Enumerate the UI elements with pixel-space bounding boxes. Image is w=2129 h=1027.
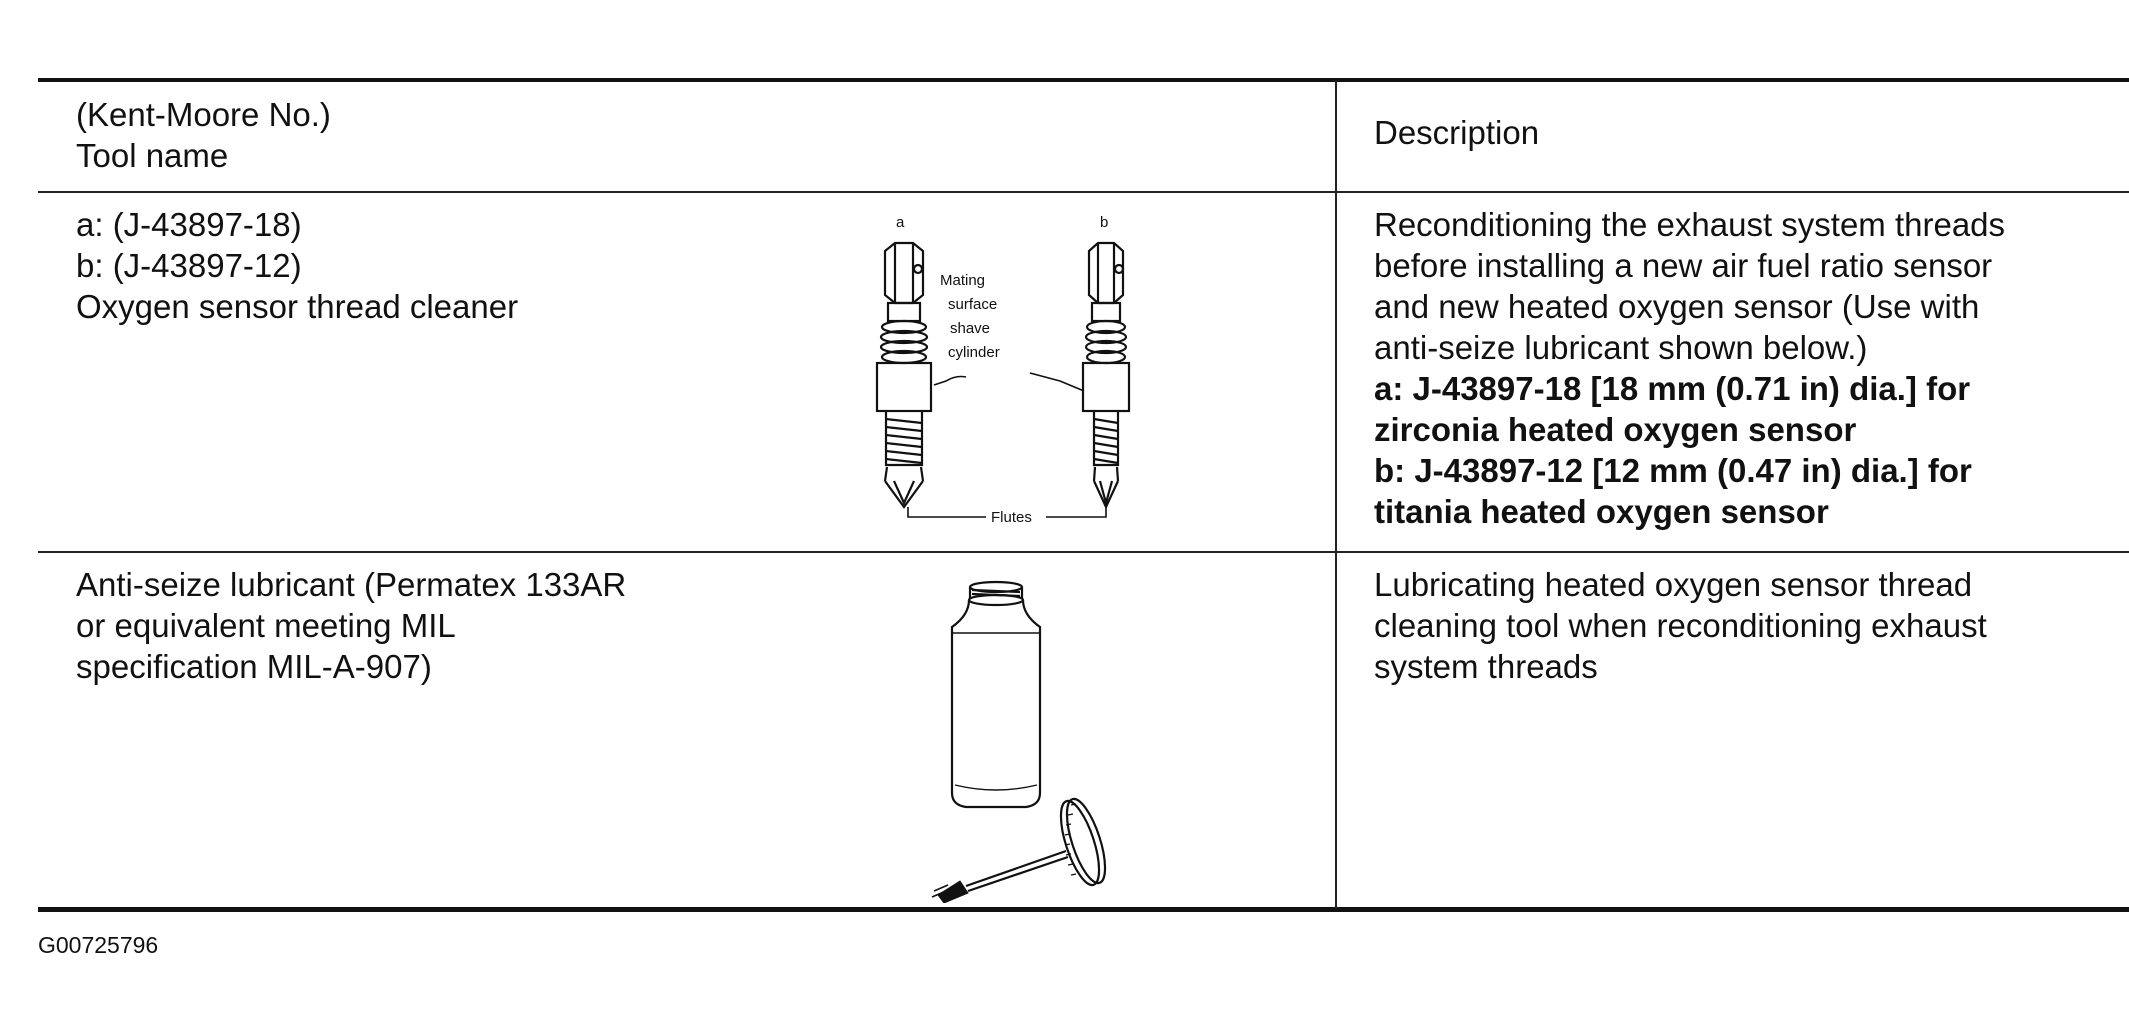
tool-line: Anti-seize lubricant (Permatex 133AR [76,566,627,603]
row1-tool-name [76,204,518,327]
label-a: a [896,214,905,231]
flutes-label: Flutes [991,509,1032,526]
mating-label-line: surface [948,296,998,313]
description-bold-line: b: J-43897-12 [12 mm (0.47 in) dia.] for [1374,452,1972,489]
tool-line: specification MIL-A-907) [76,648,432,685]
description-line: Lubricating heated oxygen sensor thread [1374,566,1973,603]
row-divider [38,551,2129,553]
mating-label-line: shave [950,320,991,337]
description-line: anti-seize lubricant shown below.) [1374,329,1868,366]
header-tool-name [76,94,331,176]
description-line: and new heated oxygen sensor (Use with [1374,288,1980,325]
description-line: cleaning tool when reconditioning exhaust [1374,607,1987,644]
tool-line: a: (J-43897-18) [76,206,302,243]
label-b: b [1100,214,1109,231]
mating-label-line: Mating [940,272,986,289]
figure-id: G00725796 [38,932,159,958]
row2-description [1374,564,1987,687]
description-line: system threads [1374,648,1598,685]
description-bold-line: titania heated oxygen sensor [1374,493,1829,530]
thread-cleaner-b [1083,243,1129,507]
brush-icon [932,795,1113,903]
description-bold-line: a: J-43897-18 [18 mm (0.71 in) dia.] for [1374,370,1971,407]
table-bottom-rule [38,907,2129,912]
header-divider [38,191,2129,193]
thread-cleaner-a [877,243,931,507]
mating-label-line: cylinder [948,344,1000,361]
description-line: Reconditioning the exhaust system threads [1374,206,2006,243]
row1-description [1374,204,2005,532]
thread-cleaner-illustration [838,213,1178,548]
description-line: before installing a new air fuel ratio sensor [1374,247,1993,284]
tool-line: Oxygen sensor thread cleaner [76,288,519,325]
header-line: Tool name [76,137,229,174]
header-line: (Kent-Moore No.) [76,96,331,133]
bottle-icon [952,582,1040,807]
tool-line: b: (J-43897-12) [76,247,302,284]
description-bold-line: zirconia heated oxygen sensor [1374,411,1857,448]
column-divider [1335,80,1337,909]
table-top-rule [38,78,2129,82]
header-description: Description [1374,114,1540,151]
row2-tool-name [76,564,626,687]
tool-table [38,78,2129,912]
lubricant-bottle-illustration [908,573,1148,903]
tool-line: or equivalent meeting MIL [76,607,456,644]
